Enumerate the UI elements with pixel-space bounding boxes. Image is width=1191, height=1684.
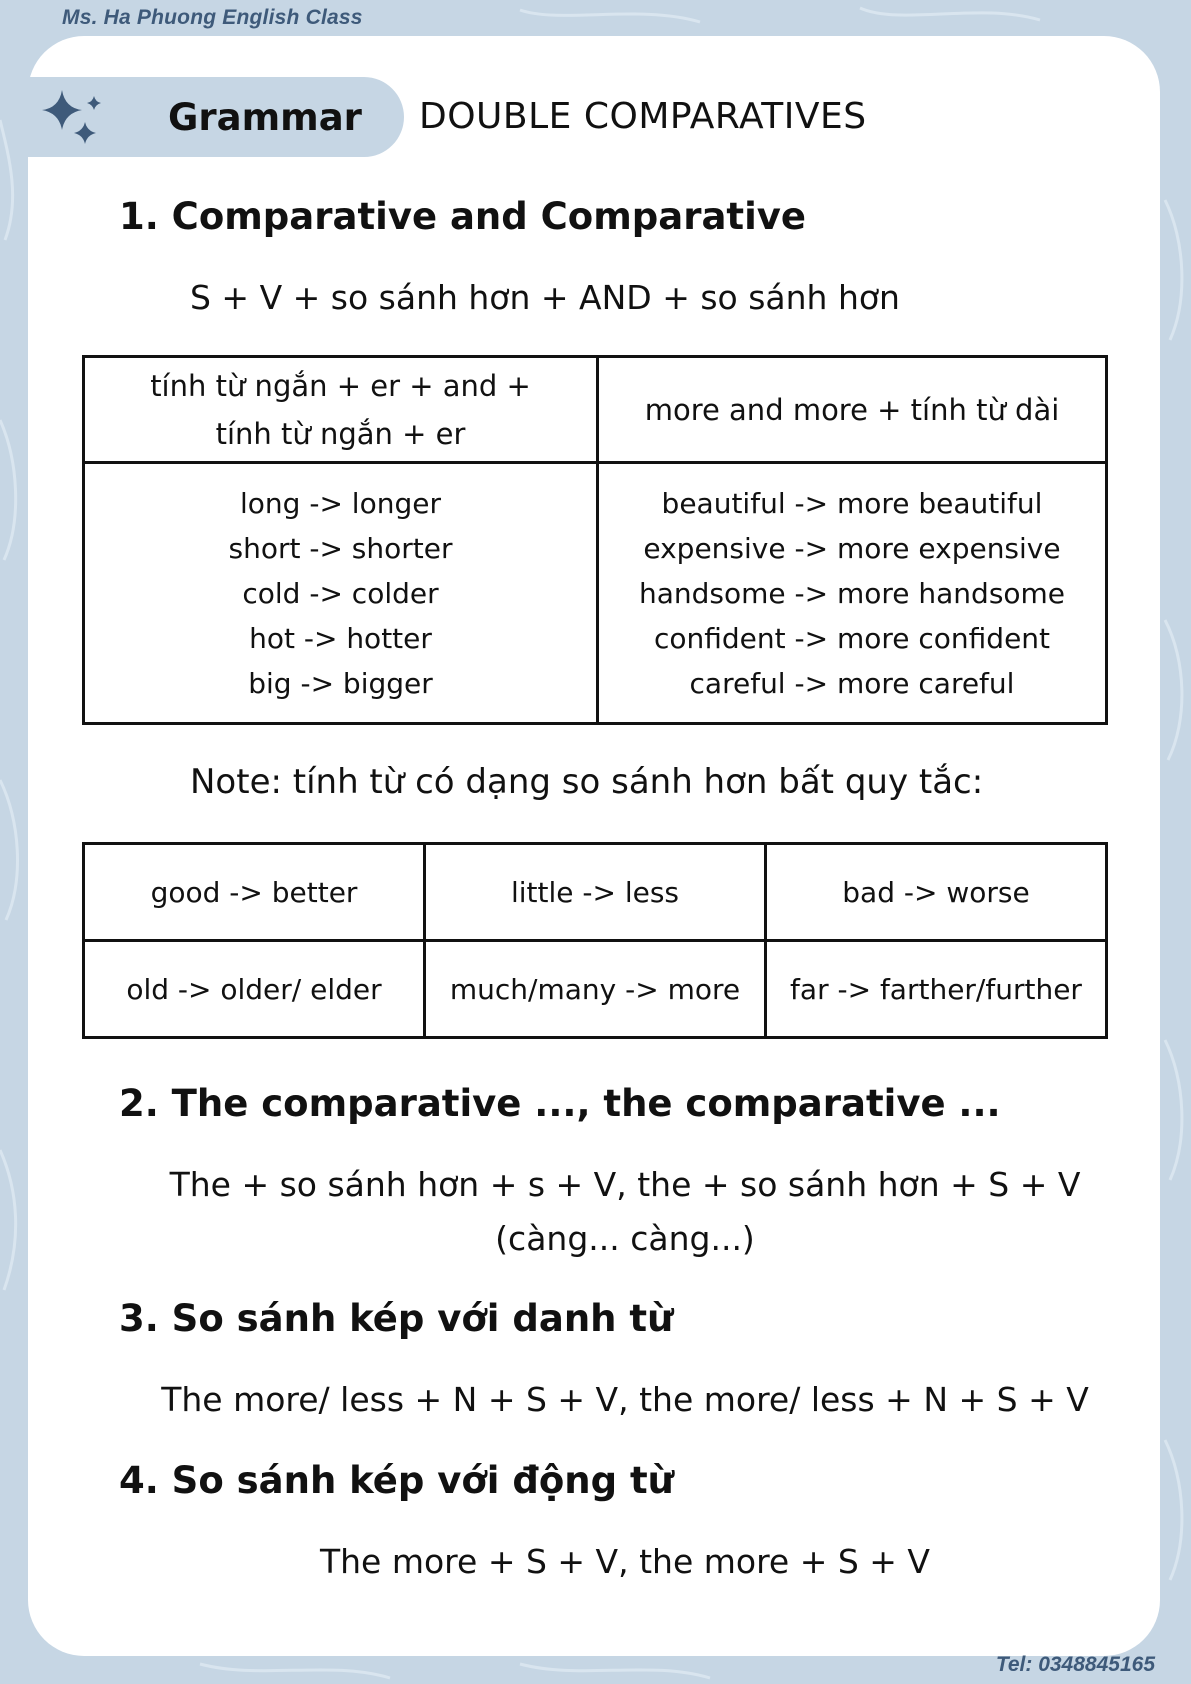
table-cell: good -> better (84, 844, 425, 941)
header-line: more and more + tính từ dài (644, 392, 1060, 427)
irregular-note: Note: tính từ có dạng so sánh hơn bất quy tắc: (190, 762, 984, 802)
example-line: long -> longer (240, 486, 441, 520)
section-4-heading: 4. So sánh kép với động từ (119, 1459, 674, 1502)
document-title: DOUBLE COMPARATIVES (419, 96, 867, 137)
table-cell: old -> older/ elder (84, 941, 425, 1038)
table-body-row (84, 463, 1107, 724)
irregular-table (82, 842, 1108, 1039)
example-line: careful -> more careful (689, 666, 1015, 700)
example-line: confident -> more confident (653, 621, 1051, 655)
table-row (84, 844, 1107, 941)
table-header-short (84, 357, 598, 463)
table-header-row (84, 357, 1107, 463)
section-2-formula: The + so sánh hơn + s + V, the + so sánh hơn + S + V (169, 1165, 1081, 1204)
example-line: big -> bigger (248, 666, 433, 700)
brand-name: Ms. Ha Phuong English Class (62, 6, 363, 29)
example-line: short -> shorter (228, 531, 453, 565)
tab-label: Grammar (168, 96, 362, 139)
short-examples-cell (84, 463, 598, 724)
section-1-formula: S + V + so sánh hơn + AND + so sánh hơn (190, 278, 900, 317)
header-line: tính từ ngắn + er + and + (150, 368, 531, 403)
section-4-formula: The more + S + V, the more + S + V (319, 1542, 931, 1581)
table-cell: much/many -> more (425, 941, 766, 1038)
section-3-heading: 3. So sánh kép với danh từ (119, 1297, 674, 1340)
comparative-table (82, 355, 1108, 725)
section-3-formula: The more/ less + N + S + V, the more/ less + N + S + V (161, 1380, 1089, 1419)
table-cell: bad -> worse (766, 844, 1107, 941)
section-2-heading: 2. The comparative ..., the comparative ... (119, 1082, 1001, 1125)
section-1-heading: 1. Comparative and Comparative (119, 195, 806, 238)
example-line: handsome -> more handsome (638, 576, 1066, 610)
contact-phone: Tel: 0348845165 (995, 1653, 1155, 1676)
example-line: expensive -> more expensive (643, 531, 1061, 565)
table-row (84, 941, 1107, 1038)
table-cell: far -> farther/further (766, 941, 1107, 1038)
section-2-meaning: (càng... càng...) (495, 1219, 755, 1258)
example-line: hot -> hotter (249, 621, 432, 655)
header-line: tính từ ngắn + er (215, 416, 466, 451)
sparkles-icon (40, 88, 110, 148)
example-line: cold -> colder (242, 576, 439, 610)
long-examples-cell (598, 463, 1107, 724)
table-header-long (598, 357, 1107, 463)
table-cell: little -> less (425, 844, 766, 941)
example-line: beautiful -> more beautiful (661, 486, 1043, 520)
